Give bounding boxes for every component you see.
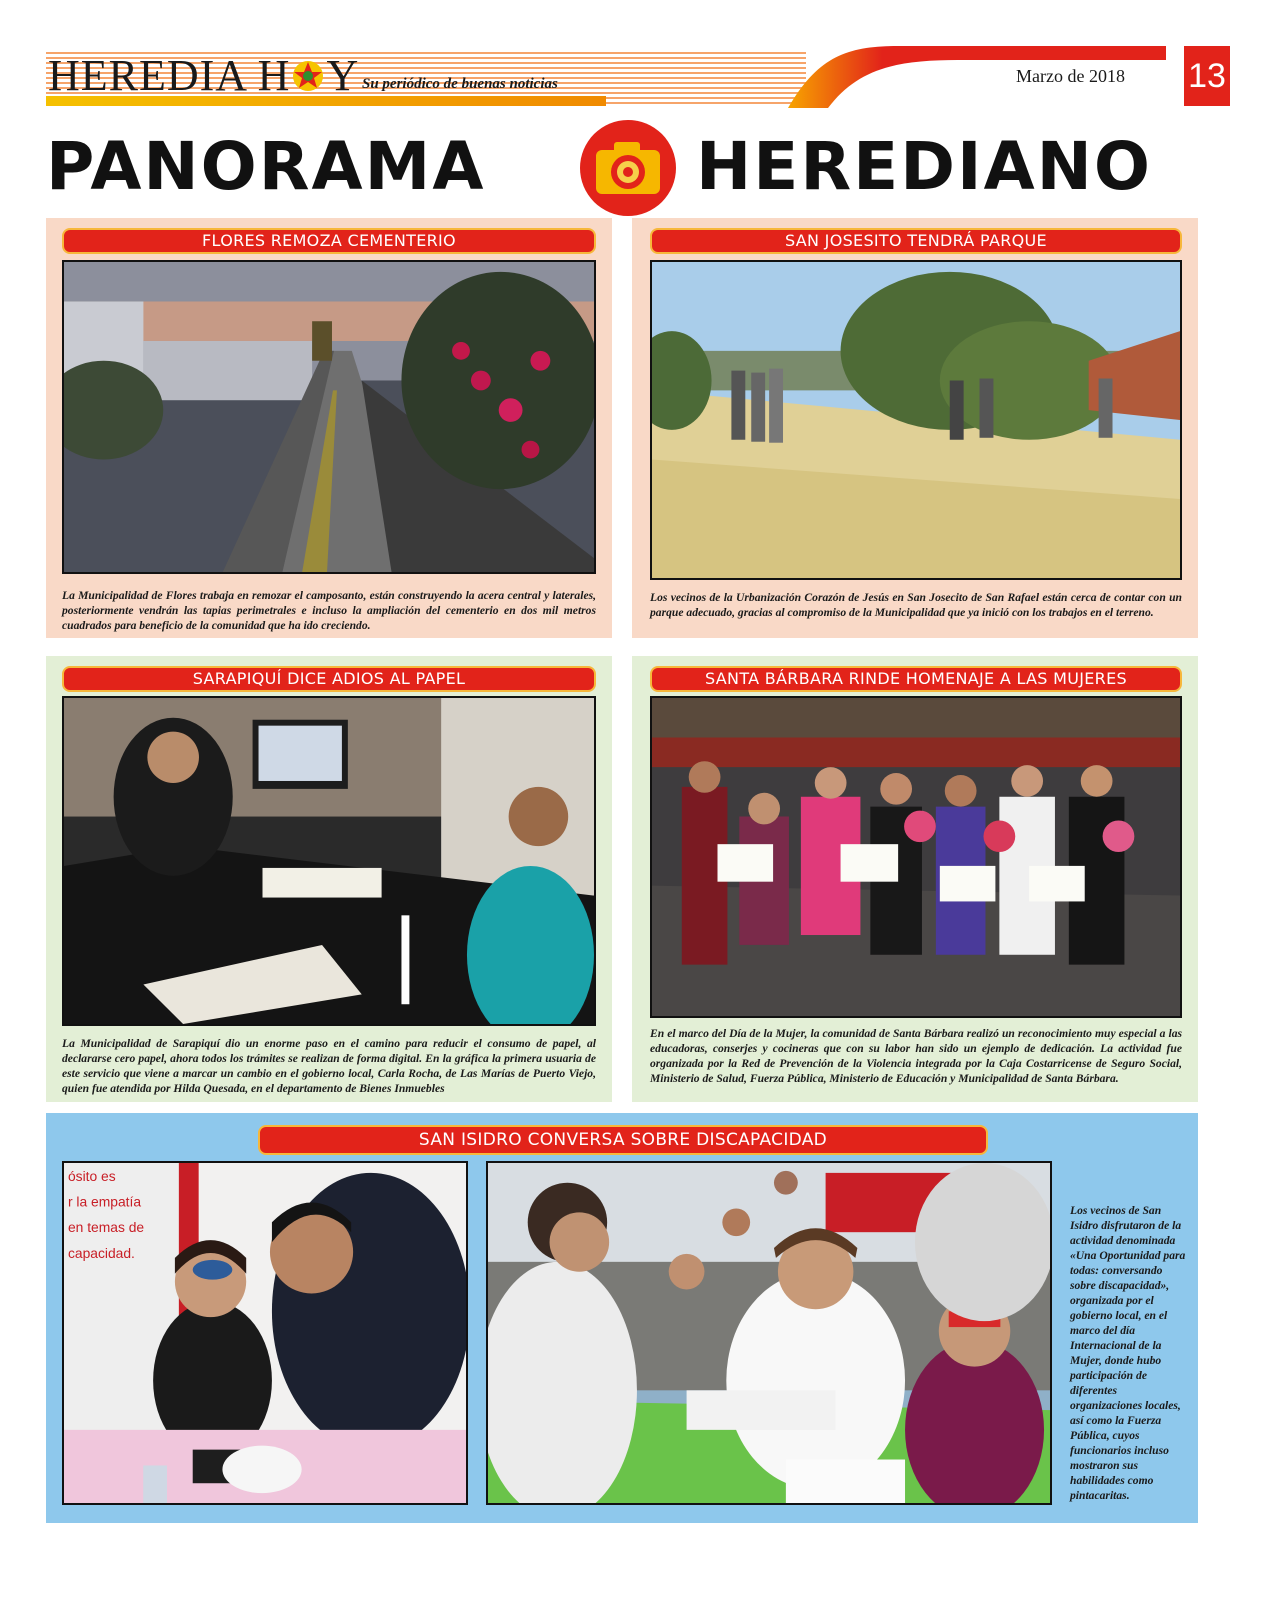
office-desk-photo — [62, 696, 596, 1026]
story-headline: SAN JOSESITO TENDRÁ PARQUE — [650, 228, 1182, 254]
tagline: Su periódico de buenas noticias — [362, 76, 558, 92]
banner-line: capacidad. — [67, 1244, 135, 1261]
story-panel-san-josecito — [632, 218, 1198, 638]
page-number: 13 — [1184, 46, 1230, 106]
women-tribute-photo — [650, 696, 1182, 1018]
sun-logo-icon — [290, 58, 326, 94]
section-title-right: HEREDIANO — [696, 128, 1152, 205]
park-lot-photo — [650, 260, 1182, 580]
story-panel-santa-barbara — [632, 656, 1198, 1102]
feature-panel-san-isidro — [46, 1113, 1198, 1523]
banner-line: r la empatía — [67, 1193, 142, 1210]
brand-text: HEREDIA H — [48, 51, 291, 100]
sign-language-photo — [486, 1161, 1052, 1505]
story-headline: SARAPIQUÍ DICE ADIOS AL PAPEL — [62, 666, 596, 692]
story-caption: En el marco del Día de la Mujer, la comunidad de Santa Bárbara realizó un reconocimiento muy especial a las educadoras, conserjes y cocineras que con su labor han sido un ejemplo de dedicación. La actividad fue organizada por la Red de Prevención de la Violencia integrada por la Caja Costarricense de Seguro Social, Ministerio de Salud, Fuerza Pública, Ministerio de Educación y Municipalidad de Santa Bárbara. — [650, 1027, 1182, 1085]
brand-text-end: Y — [326, 51, 360, 100]
story-caption: La Municipalidad de Sarapiquí dio un enorme paso en el camino para reducir el consumo de papel, al declararse cero papel, ahora todos los trámites se realizan de forma digital. En la gráfica la primera usuaria de este servicio que viene a marcar un cambio en el gobierno local, Carla Rocha, de Las Marías de Puerto Viejo, quien fue atendida por Hilda Quesada, en el departamento de Bienes Inmuebles — [62, 1037, 596, 1095]
story-caption: Los vecinos de la Urbanización Corazón de Jesús en San Josecito de San Rafael están cerca de contar con un parque adecuado, gracias al compromiso de la Municipalidad que ya inició con los trabajos en el terreno. — [650, 591, 1182, 619]
story-headline: SANTA BÁRBARA RINDE HOMENAJE A LAS MUJERES — [650, 666, 1182, 692]
cemetery-walkway-photo — [62, 260, 596, 574]
face-painting-photo — [62, 1161, 468, 1505]
brand-logo — [48, 50, 359, 101]
banner-line: en temas de — [67, 1219, 145, 1236]
banner-line: ósito es — [67, 1167, 116, 1184]
section-title-left: PANORAMA — [46, 128, 486, 205]
story-caption: La Municipalidad de Flores trabaja en remozar el camposanto, están construyendo la acera central y laterales, posteriormente vendrán las tapias perimetrales e incluso la ampliación del cementerio en dos mil metros cuadrados para beneficio de la comunidad que ha ido creciendo. — [62, 589, 596, 632]
camera-icon — [578, 118, 678, 218]
masthead — [46, 46, 1230, 108]
story-panel-flores — [46, 218, 612, 638]
feature-caption: Los vecinos de San Isidro disfrutaron de la actividad denominada «Una Oportunidad para todas: conversando sobre discapacidad», organizada por el gobierno local, en el marco del día Internacional de la Mujer, donde hubo participación de diferentes organizaciones locales, así como la Fuerza Pública, cuyos funcionarios incluso mostraron sus habilidades como pintacaritas. — [1070, 1204, 1186, 1502]
feature-headline: SAN ISIDRO CONVERSA SOBRE DISCAPACIDAD — [258, 1125, 988, 1155]
story-headline: FLORES REMOZA CEMENTERIO — [62, 228, 596, 254]
section-title — [46, 118, 1230, 218]
issue-date: Marzo de 2018 — [1016, 66, 1125, 86]
story-panel-sarapiqui — [46, 656, 612, 1102]
